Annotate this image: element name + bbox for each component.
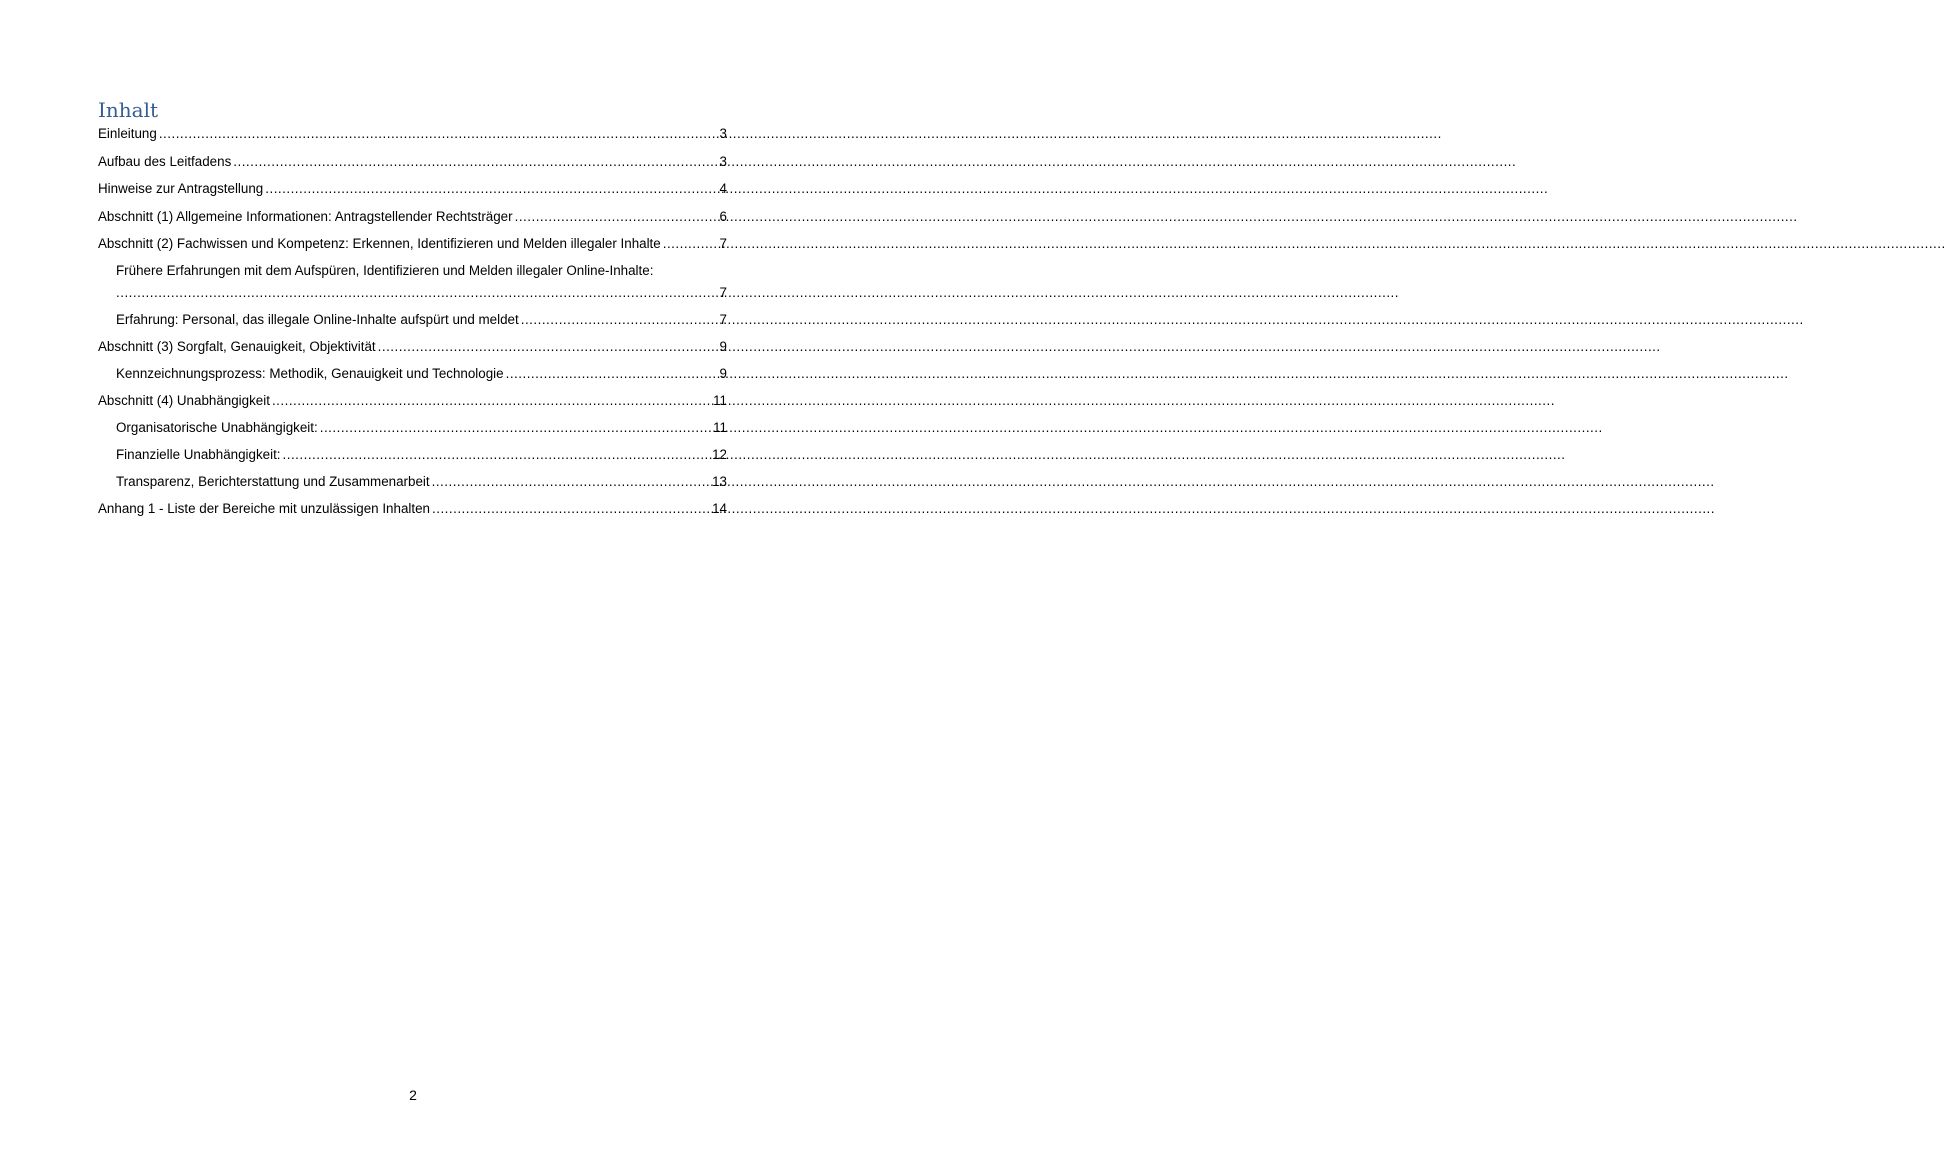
toc-entry-page: 4	[719, 181, 727, 196]
toc-entry-page: 12	[712, 447, 727, 462]
toc-entry-page: 14	[712, 501, 727, 516]
toc-dot-leader	[159, 125, 718, 143]
toc-entry-text: Abschnitt (2) Fachwissen und Kompetenz: Erkennen, Identifizieren und Melden illegaler Inhalte	[98, 236, 661, 251]
toc-dot-leader	[378, 338, 718, 356]
toc-dot-leader	[233, 153, 717, 171]
toc-entry-page: 3	[719, 126, 727, 141]
toc-dot-leader	[506, 365, 718, 383]
page-number: 2	[409, 1087, 417, 1103]
toc-dot-leader	[521, 311, 718, 329]
toc-dot-leader	[663, 235, 718, 253]
toc-entry-text: Organisatorische Unabhängigkeit:	[116, 420, 318, 435]
toc-entry-kennzeichnungsprozess[interactable]	[116, 365, 727, 383]
toc-entry-text: Abschnitt (4) Unabhängigkeit	[98, 393, 270, 408]
toc-entry-text: Frühere Erfahrungen mit dem Aufspüren, Identifizieren und Melden illegaler Online-Inhalte:	[116, 263, 654, 278]
toc-entry-einleitung[interactable]	[98, 125, 727, 143]
toc-entry-abschnitt-4[interactable]	[98, 392, 727, 410]
toc-entry-text: Abschnitt (3) Sorgfalt, Genauigkeit, Objektivität	[98, 339, 376, 354]
toc-dot-leader	[320, 419, 711, 437]
toc-entry-hinweise[interactable]	[98, 180, 727, 198]
toc-entry-page: 9	[719, 366, 727, 381]
toc-dot-leader	[432, 473, 710, 491]
toc-entry-page: 13	[712, 474, 727, 489]
toc-entry-abschnitt-2[interactable]	[98, 235, 727, 253]
toc-entry-aufbau[interactable]	[98, 153, 727, 171]
toc-entry-page: 3	[719, 154, 727, 169]
toc-entry-page: 6	[719, 209, 727, 224]
toc-title: Inhalt	[98, 98, 159, 122]
toc-dot-leader	[283, 446, 711, 464]
toc-entry-finanzielle-unabhaengigkeit[interactable]	[116, 446, 727, 464]
toc-entry-abschnitt-1[interactable]	[98, 208, 727, 226]
toc-entry-text: Kennzeichnungsprozess: Methodik, Genauigkeit und Technologie	[116, 366, 504, 381]
toc-entry-page: 11	[713, 420, 727, 435]
toc-entry-page: 7	[719, 312, 727, 327]
toc-entry-erfahrung-personal[interactable]	[116, 311, 727, 329]
toc-entry-text: Abschnitt (1) Allgemeine Informationen: Antragstellender Rechtsträger	[98, 209, 513, 224]
toc-entry-fruehere-erfahrungen[interactable]	[116, 262, 727, 300]
toc-entry-page: 9	[719, 339, 727, 354]
toc-dot-leader	[272, 392, 711, 410]
toc-entry-organisatorische-unabhaengigkeit[interactable]	[116, 419, 727, 437]
toc-entry-abschnitt-3[interactable]	[98, 338, 727, 356]
toc-dot-leader	[265, 180, 717, 198]
toc-entry-text: Erfahrung: Personal, das illegale Online-Inhalte aufspürt und meldet	[116, 312, 519, 327]
toc-entry-page: 7	[719, 285, 727, 300]
toc-entry-text: Anhang 1 - Liste der Bereiche mit unzulässigen Inhalten	[98, 501, 430, 516]
toc-entry-text: Einleitung	[98, 126, 157, 141]
toc-entry-transparenz[interactable]	[116, 473, 727, 491]
toc-entry-text: Finanzielle Unabhängigkeit:	[116, 447, 281, 462]
toc-entry-text: Transparenz, Berichterstattung und Zusammenarbeit	[116, 474, 430, 489]
toc-dot-leader	[515, 208, 718, 226]
toc-entry-anhang-1[interactable]	[98, 500, 727, 518]
toc-dot-leader	[116, 284, 718, 302]
toc-dot-leader	[432, 500, 710, 518]
toc-entry-text: Aufbau des Leitfadens	[98, 154, 232, 169]
toc-entry-page: 7	[719, 236, 727, 251]
toc-entry-page: 11	[713, 393, 727, 408]
toc-entry-text: Hinweise zur Antragstellung	[98, 181, 264, 196]
